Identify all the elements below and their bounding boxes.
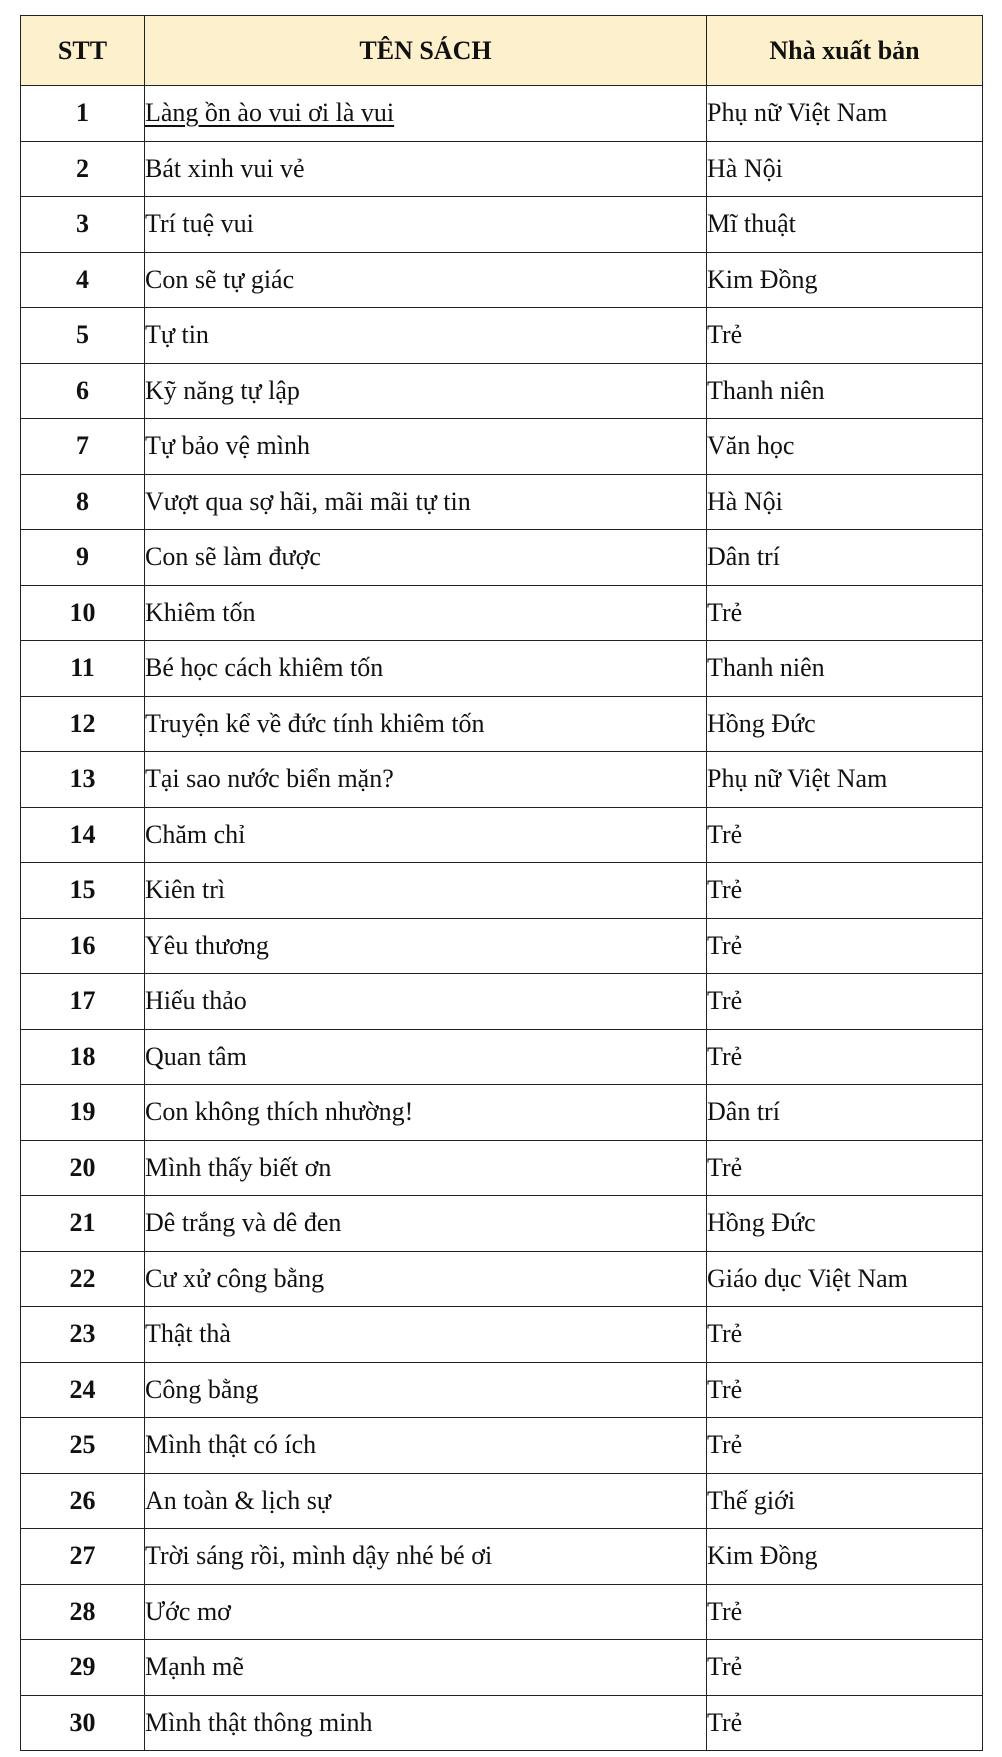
row-number: 22 xyxy=(21,1251,145,1307)
publisher-name: Phụ nữ Việt Nam xyxy=(707,752,983,808)
book-title: Tại sao nước biển mặn? xyxy=(145,752,707,808)
row-number: 28 xyxy=(21,1584,145,1640)
publisher-name: Kim Đồng xyxy=(707,252,983,308)
book-title: Con sẽ tự giác xyxy=(145,252,707,308)
table-row xyxy=(21,363,983,419)
publisher-name: Phụ nữ Việt Nam xyxy=(707,86,983,142)
book-title: Vượt qua sợ hãi, mãi mãi tự tin xyxy=(145,474,707,530)
publisher-name: Trẻ xyxy=(707,1029,983,1085)
row-number: 15 xyxy=(21,863,145,919)
table-row xyxy=(21,530,983,586)
table-row xyxy=(21,918,983,974)
row-number: 10 xyxy=(21,585,145,641)
row-number: 2 xyxy=(21,141,145,197)
publisher-name: Trẻ xyxy=(707,918,983,974)
table-row xyxy=(21,752,983,808)
table-row xyxy=(21,419,983,475)
row-number: 1 xyxy=(21,86,145,142)
table-row xyxy=(21,1307,983,1363)
row-number: 18 xyxy=(21,1029,145,1085)
row-number: 14 xyxy=(21,807,145,863)
table-row xyxy=(21,1640,983,1696)
table-row xyxy=(21,1473,983,1529)
publisher-name: Mĩ thuật xyxy=(707,197,983,253)
book-title: Kỹ năng tự lập xyxy=(145,363,707,419)
table-row xyxy=(21,1196,983,1252)
header-publisher: Nhà xuất bản xyxy=(707,16,983,86)
table-row xyxy=(21,1140,983,1196)
publisher-name: Hồng Đức xyxy=(707,1196,983,1252)
table-row xyxy=(21,807,983,863)
row-number: 3 xyxy=(21,197,145,253)
table-row xyxy=(21,1029,983,1085)
book-title: Mạnh mẽ xyxy=(145,1640,707,1696)
publisher-name: Trẻ xyxy=(707,1140,983,1196)
book-title: Yêu thương xyxy=(145,918,707,974)
table-row xyxy=(21,974,983,1030)
row-number: 4 xyxy=(21,252,145,308)
publisher-name: Trẻ xyxy=(707,1640,983,1696)
book-title: Thật thà xyxy=(145,1307,707,1363)
book-title: An toàn & lịch sự xyxy=(145,1473,707,1529)
row-number: 27 xyxy=(21,1529,145,1585)
table-row xyxy=(21,1362,983,1418)
book-title: Bé học cách khiêm tốn xyxy=(145,641,707,697)
row-number: 11 xyxy=(21,641,145,697)
table-row xyxy=(21,1529,983,1585)
row-number: 29 xyxy=(21,1640,145,1696)
table-row xyxy=(21,141,983,197)
row-number: 16 xyxy=(21,918,145,974)
book-title: Con không thích nhường! xyxy=(145,1085,707,1141)
book-title: Mình thật có ích xyxy=(145,1418,707,1474)
table-header-row xyxy=(21,16,983,86)
book-title: Tự tin xyxy=(145,308,707,364)
publisher-name: Trẻ xyxy=(707,308,983,364)
book-title: Truyện kể về đức tính khiêm tốn xyxy=(145,696,707,752)
book-title: Trí tuệ vui xyxy=(145,197,707,253)
book-title: Mình thấy biết ơn xyxy=(145,1140,707,1196)
book-title: Mình thật thông minh xyxy=(145,1695,707,1751)
book-title: Trời sáng rồi, mình dậy nhé bé ơi xyxy=(145,1529,707,1585)
table-row xyxy=(21,308,983,364)
publisher-name: Hà Nội xyxy=(707,141,983,197)
book-title: Tự bảo vệ mình xyxy=(145,419,707,475)
row-number: 8 xyxy=(21,474,145,530)
publisher-name: Dân trí xyxy=(707,530,983,586)
table-row xyxy=(21,1695,983,1751)
publisher-name: Giáo dục Việt Nam xyxy=(707,1251,983,1307)
row-number: 25 xyxy=(21,1418,145,1474)
table-row xyxy=(21,641,983,697)
publisher-name: Trẻ xyxy=(707,1418,983,1474)
book-title: Khiêm tốn xyxy=(145,585,707,641)
book-list-table xyxy=(20,15,983,1751)
table-row xyxy=(21,1251,983,1307)
book-title: Con sẽ làm được xyxy=(145,530,707,586)
publisher-name: Hồng Đức xyxy=(707,696,983,752)
publisher-name: Dân trí xyxy=(707,1085,983,1141)
publisher-name: Văn học xyxy=(707,419,983,475)
publisher-name: Thanh niên xyxy=(707,363,983,419)
publisher-name: Thanh niên xyxy=(707,641,983,697)
book-title: Bát xinh vui vẻ xyxy=(145,141,707,197)
publisher-name: Thế giới xyxy=(707,1473,983,1529)
row-number: 5 xyxy=(21,308,145,364)
book-title: Cư xử công bằng xyxy=(145,1251,707,1307)
row-number: 19 xyxy=(21,1085,145,1141)
book-title: Chăm chỉ xyxy=(145,807,707,863)
publisher-name: Trẻ xyxy=(707,863,983,919)
row-number: 6 xyxy=(21,363,145,419)
table-row xyxy=(21,696,983,752)
table-row xyxy=(21,863,983,919)
row-number: 17 xyxy=(21,974,145,1030)
book-title: Quan tâm xyxy=(145,1029,707,1085)
row-number: 30 xyxy=(21,1695,145,1751)
publisher-name: Trẻ xyxy=(707,1362,983,1418)
book-title: Kiên trì xyxy=(145,863,707,919)
row-number: 12 xyxy=(21,696,145,752)
row-number: 24 xyxy=(21,1362,145,1418)
table-body xyxy=(21,86,983,1751)
table-row xyxy=(21,252,983,308)
book-title: Ước mơ xyxy=(145,1584,707,1640)
publisher-name: Trẻ xyxy=(707,1307,983,1363)
table-row xyxy=(21,585,983,641)
row-number: 9 xyxy=(21,530,145,586)
row-number: 23 xyxy=(21,1307,145,1363)
publisher-name: Trẻ xyxy=(707,807,983,863)
row-number: 13 xyxy=(21,752,145,808)
book-title-link[interactable]: Làng ồn ào vui ơi là vui xyxy=(145,86,707,142)
row-number: 7 xyxy=(21,419,145,475)
row-number: 26 xyxy=(21,1473,145,1529)
table-row xyxy=(21,474,983,530)
publisher-name: Kim Đồng xyxy=(707,1529,983,1585)
book-title: Hiếu thảo xyxy=(145,974,707,1030)
publisher-name: Trẻ xyxy=(707,1695,983,1751)
table-row xyxy=(21,1418,983,1474)
book-title: Công bằng xyxy=(145,1362,707,1418)
publisher-name: Trẻ xyxy=(707,974,983,1030)
publisher-name: Hà Nội xyxy=(707,474,983,530)
header-book-title: TÊN SÁCH xyxy=(145,16,707,86)
table-row xyxy=(21,197,983,253)
table-row xyxy=(21,1584,983,1640)
row-number: 20 xyxy=(21,1140,145,1196)
table-row xyxy=(21,1085,983,1141)
publisher-name: Trẻ xyxy=(707,585,983,641)
book-title: Dê trắng và dê đen xyxy=(145,1196,707,1252)
header-stt: STT xyxy=(21,16,145,86)
row-number: 21 xyxy=(21,1196,145,1252)
table-row xyxy=(21,86,983,142)
publisher-name: Trẻ xyxy=(707,1584,983,1640)
